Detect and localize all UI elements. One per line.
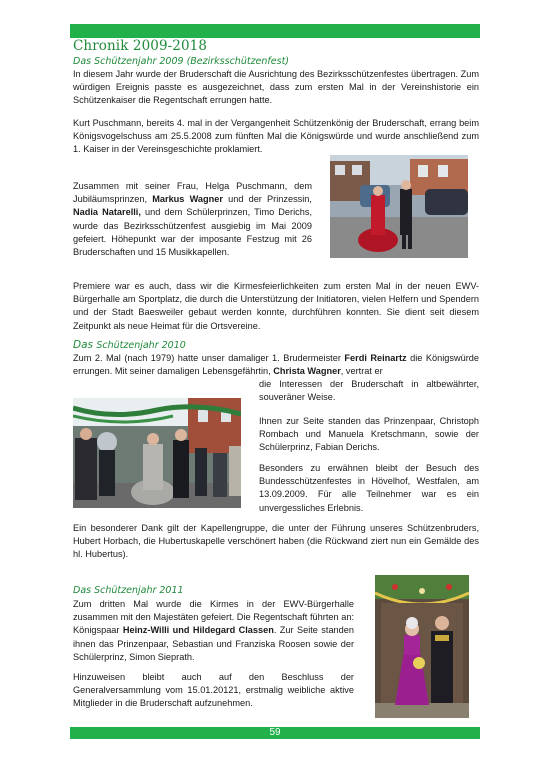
section-heading-2009: Das Schützenjahr 2009 (Bezirksschützenfest) xyxy=(73,56,289,67)
page-title: Chronik 2009-2018 xyxy=(73,38,208,54)
paragraph-2009-intro: In diesem Jahr wurde der Bruderschaft die Ausrichtung des Bezirksschützenfestes übertragen. Zum würdigen Ereignis passte es ausgezeichnet, dass zum ersten Mal in der Vereinshistorie ein Schützenkaiser die Regentschaft errungen hatte. xyxy=(73,69,479,106)
paragraph-2010-koenig: Zum 2. Mal (nach 1979) hatte unser damaliger 1. Brudermeister Ferdi Reinartz die Königswürde errungen. Mit seiner damaligen Lebensgefährtin, Christa Wagner, vertrat er xyxy=(73,353,479,377)
page-number: 59 xyxy=(269,727,281,738)
paragraph-2011-kirmes: Zum dritten Mal wurde die Kirmes in der EWV-Bürgerhalle zusammen mit den Majestäten gefeiert. Die Regentschaft führten an: Königspaar Heinz-Willi und Hildegard Classen. Zur Seite standen ihnen das Prinzenpaar, Sebastian und Franziska Roosen sowie der Schülerprinz, Simon Sieprath. xyxy=(73,599,354,662)
paragraph-2009-halle: Premiere war es auch, dass wir die Kirmesfeierlichkeiten zum ersten Mal in der neuen EWV-Bürgerhalle am Sportplatz, die durch die Unterstützung der Initiatoren, vielen Helfern und Spendern und der Stadt Baesweiler gebaut werden konnte, durchführen konnten. Sie dient seit diesem Zeitpunkt als neue Heimat für die Ortsvereine. xyxy=(73,281,479,331)
paragraph-2009-fest: Zusammen mit seiner Frau, Helga Puschmann, dem Jubiläumsprinzen, Markus Wagner und der Prinzessin, Nadia Natarelli, und dem Schülerprinzen, Timo Derichs, wurde das Bezirksschützenfest ausgiebig im Mai 2009 gefeiert. Höhepunkt war der imposante Festzug mit 26 Bruderschaften und 15 Musikkapellen. xyxy=(73,181,312,258)
photo-festzug-2009 xyxy=(330,155,468,258)
photo-koenigspaar-2010 xyxy=(73,398,241,508)
section-heading-2010: Das Schützenjahr 2010 xyxy=(73,339,186,351)
paragraph-2010-bundesfest: Besonders zu erwähnen bleibt der Besuch des Bundesschützenfestes in Hövelhof, Westfalen, am 13.09.2009. Für alle Teilnehmer war es ein unvergessliches Erlebnis. xyxy=(259,463,479,513)
section-heading-2011: Das Schützenjahr 2011 xyxy=(73,585,184,596)
paragraph-2011-beschluss: Hinzuweisen bleibt auch auf den Beschluss der Generalversammlung vom 15.01.20121, erstmalig weibliche aktive Mitglieder in die Bruderschaft aufzunehmen. xyxy=(73,672,354,709)
paragraph-2010-prinzen: Ihnen zur Seite standen das Prinzenpaar, Christoph Rombach und Manuela Kretschmann, sowie der Schülerprinz, Fabian Derichs. xyxy=(259,416,479,453)
paragraph-2009-kaiser: Kurt Puschmann, bereits 4. mal in der Vergangenheit Schützenkönig der Bruderschaft, errang beim Königsvogelschuss am 25.5.2008 zum fünften Mal die Königswürde und wurde anschließend zum 1. Kaiser in der Vereinsgeschichte proklamiert. xyxy=(73,118,479,155)
paragraph-2010-koenig-cont: die Interessen der Bruderschaft in altbewährter, souveräner Weise. xyxy=(259,379,479,403)
paragraph-2010-kapelle: Ein besonderer Dank gilt der Kapellengruppe, die unter der Führung unseres Schützenbruders, Hubert Horbach, die Hubertuskapelle verschönert haben (die Rückwand ziert nun ein Gemälde des hl. Hubertus). xyxy=(73,523,479,560)
top-green-bar xyxy=(70,24,480,38)
photo-koenigspaar-2011 xyxy=(375,575,469,718)
